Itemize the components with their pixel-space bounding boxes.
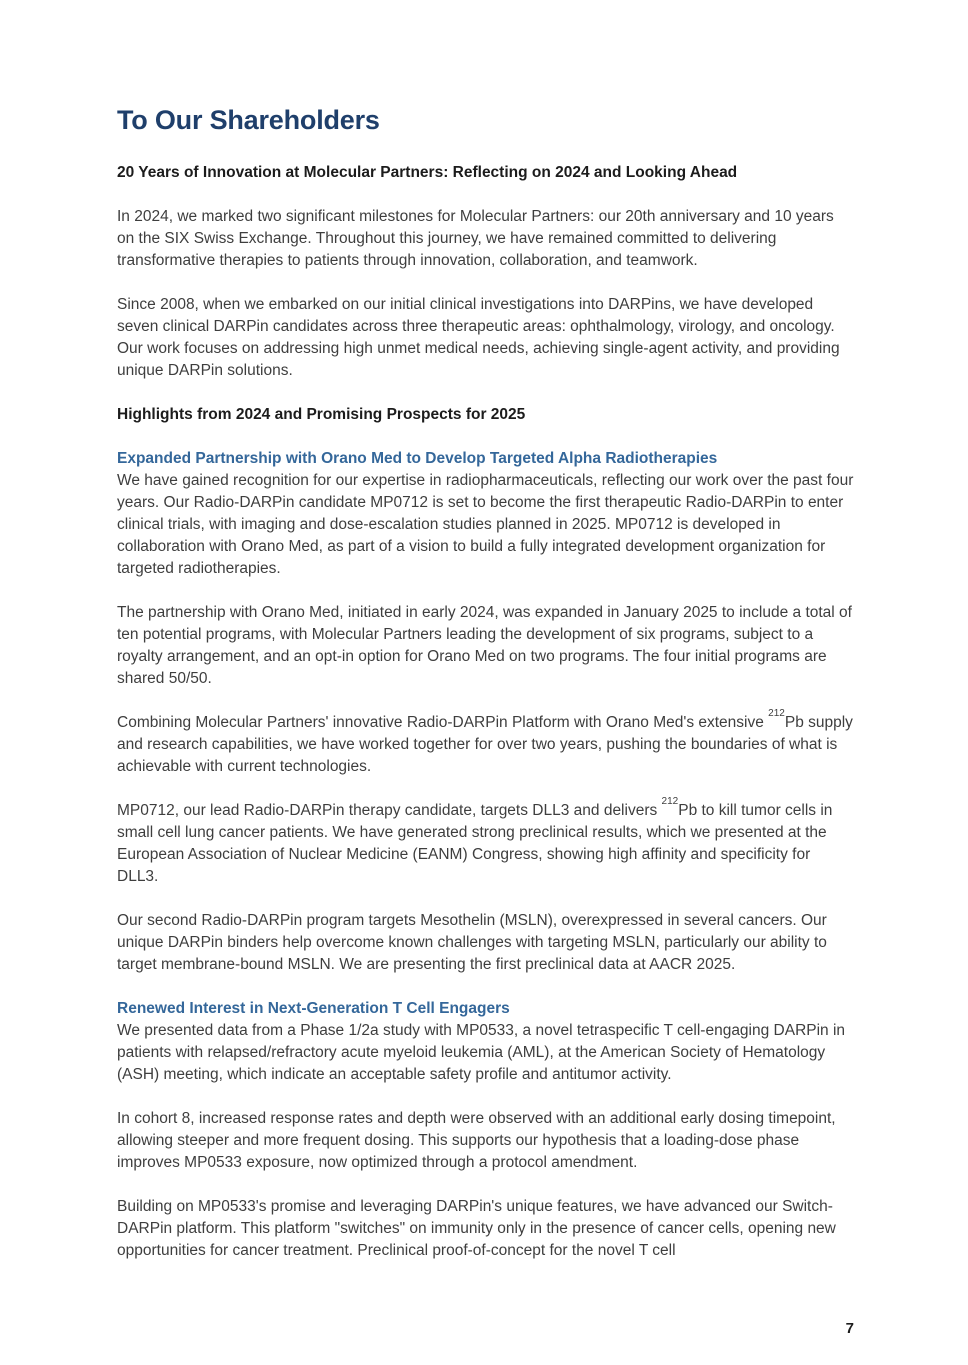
highlights-heading: Highlights from 2024 and Promising Prospects for 2025 (117, 406, 526, 423)
section-t-cell-engagers (117, 998, 855, 1262)
paragraph: Our second Radio-DARPin program targets Mesothelin (MSLN), overexpressed in several cancers. Our unique DARPin binders help overcome known challenges with targeting MSLN, particularly our ability to target membrane-bound MSLN. We are presenting the first preclinical data at AACR 2025. (117, 912, 827, 973)
intro-heading: 20 Years of Innovation at Molecular Partners: Reflecting on 2024 and Looking Ahead (117, 164, 738, 181)
intro-paragraph: In 2024, we marked two significant milestones for Molecular Partners: our 20th anniversary and 10 years on the SIX Swiss Exchange. Throughout this journey, we have remained committed to delivering transformative therapies to patients through innovation, collaboration, and teamwork. (117, 208, 834, 269)
isotope-212-superscript: 212 (768, 708, 785, 720)
paragraph-text: Pb to kill tumor cells in small cell lung cancer patients. We have generated strong preclinical results, which we presented at the European Association of Nuclear Medicine (EANM) Congress, showing high affinity and specificity for DLL3. (117, 802, 833, 885)
page-number: 7 (845, 1320, 854, 1337)
section-heading-orano: Expanded Partnership with Orano Med to Develop Targeted Alpha Radiotherapies (117, 450, 718, 467)
paragraph (117, 796, 855, 888)
section-heading-t-cell: Renewed Interest in Next-Generation T Cell Engagers (117, 1000, 510, 1017)
paragraph (117, 708, 855, 778)
paragraph-text: Pb supply and research capabilities, we have worked together for over two years, pushing the boundaries of what is achievable with current technologies. (117, 714, 853, 775)
paragraph: The partnership with Orano Med, initiated in early 2024, was expanded in January 2025 to include a total of ten potential programs, with Molecular Partners leading the development of six programs, subject to a royalty arrangement, and an opt-in option for Orano Med on two programs. The four initial programs are shared 50/50. (117, 604, 852, 687)
isotope-212-superscript: 212 (661, 796, 679, 808)
paragraph: Building on MP0533's promise and leveraging DARPin's unique features, we have advanced our Switch-DARPin platform. This platform "switches" on immunity only in the presence of cancer cells, opening new opportunities for cancer treatment. Preclinical proof-of-concept for the novel T cell (117, 1198, 836, 1259)
page-title: To Our Shareholders (117, 105, 380, 135)
section-orano-partnership (117, 448, 855, 976)
paragraph: In cohort 8, increased response rates and depth were observed with an additional early dosing timepoint, allowing steeper and more frequent dosing. This supports our hypothesis that a loading-dose phase improves MP0533 exposure, now optimized through a protocol amendment. (117, 1110, 836, 1171)
intro-paragraph: Since 2008, when we embarked on our initial clinical investigations into DARPins, we have developed seven clinical DARPin candidates across three therapeutic areas: ophthalmology, virology, and oncology. Our work focuses on addressing high unmet medical needs, achieving single-agent activity, and providing unique DARPin solutions. (117, 296, 840, 379)
paragraph: We have gained recognition for our expertise in radiopharmaceuticals, reflecting our work over the past four years. Our Radio-DARPin candidate MP0712 is set to become the first therapeutic Radio-DARPin to enter clinical trials, with imaging and dose-escalation studies planned in 2025. MP0712 is developed in collaboration with Orano Med, as part of a vision to build a fully integrated development organization for targeted radiotherapies. (117, 472, 854, 577)
paragraph: We presented data from a Phase 1/2a study with MP0533, a novel tetraspecific T cell-engaging DARPin in patients with relapsed/refractory acute myeloid leukemia (AML), at the American Society of Hematology (ASH) meeting, which indicate an acceptable safety profile and antitumor activity. (117, 1022, 846, 1083)
paragraph-text: MP0712, our lead Radio-DARPin therapy candidate, targets DLL3 and delivers (117, 802, 662, 819)
paragraph-text: Combining Molecular Partners' innovative Radio-DARPin Platform with Orano Med's extensive (117, 714, 769, 731)
shareholder-letter (117, 104, 855, 1284)
